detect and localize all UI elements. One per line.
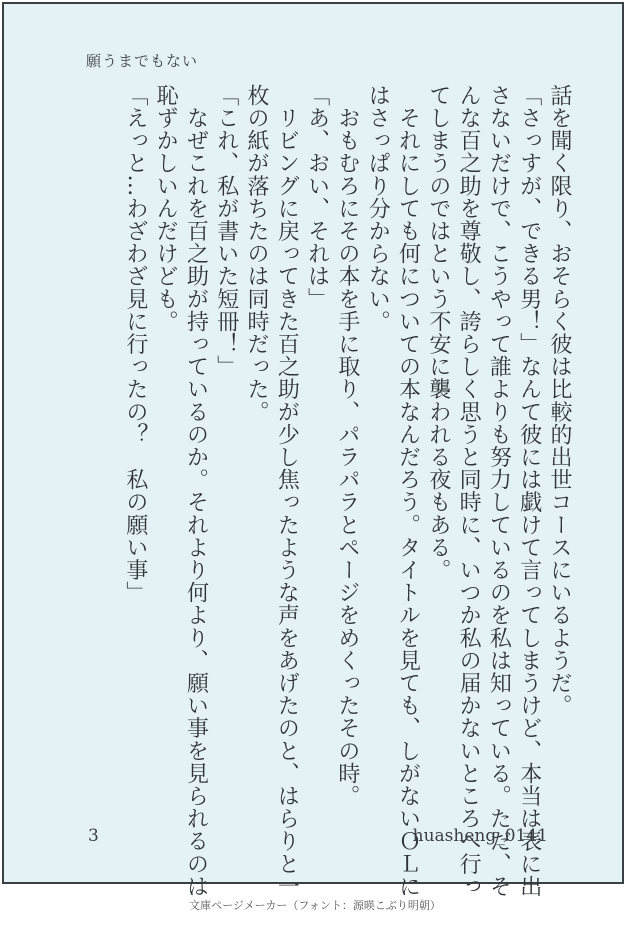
author-handle: huasheng_0141: [412, 826, 548, 846]
text-line: さないだけで、こうやって誰よりも努力しているのを私は知っている。ただ、そ: [486, 84, 512, 898]
text-line: リビングに戻ってきた百之助が少し焦ったような声をあげたのと、はらりと一: [274, 84, 300, 898]
book-page: [2, 2, 624, 898]
text-line: 枚の紙が落ちたのは同時だった。: [244, 84, 270, 423]
text-line: 「あ、おい、それは」: [304, 84, 330, 310]
chapter-title: 願うまでもない: [86, 52, 199, 70]
page-number: 3: [88, 826, 99, 846]
text-line: 「さっすが、できる男！」なんて彼には戯けて言ってしまうけど、本当は表に出: [516, 84, 542, 898]
text-line: はさっぱり分からない。: [365, 84, 391, 333]
generator-credit: 文庫ページメーカー（フォント：源暎こぶり明朝）: [189, 899, 441, 912]
text-line: おもむろにその本を手に取り、パラパラとページをめくったその時。: [334, 84, 360, 808]
text-line: 「えっと…わざわざ見に行ったの？ 私の願い事」: [122, 84, 148, 604]
text-line: 話を聞く限り、おそらく彼は比較的出世コースにいるようだ。: [547, 84, 572, 717]
text-line: なぜこれを百之助が持っているのか。それより何より、願い事を見られるのは: [183, 84, 209, 898]
text-line: 「これ、私が書いた短冊！」: [213, 84, 239, 378]
text-line: それにしても何についての本なんだろう。タイトルを見ても、しがないＯＬに: [395, 84, 421, 898]
text-line: 恥ずかしいんだけども。: [153, 84, 179, 333]
text-line: んな百之助を尊敬し、誇らしく思うと同時に、いつか私の届かないところへ行っ: [456, 84, 482, 898]
text-line: てしまうのではという不安に襲われる夜もある。: [425, 84, 451, 582]
